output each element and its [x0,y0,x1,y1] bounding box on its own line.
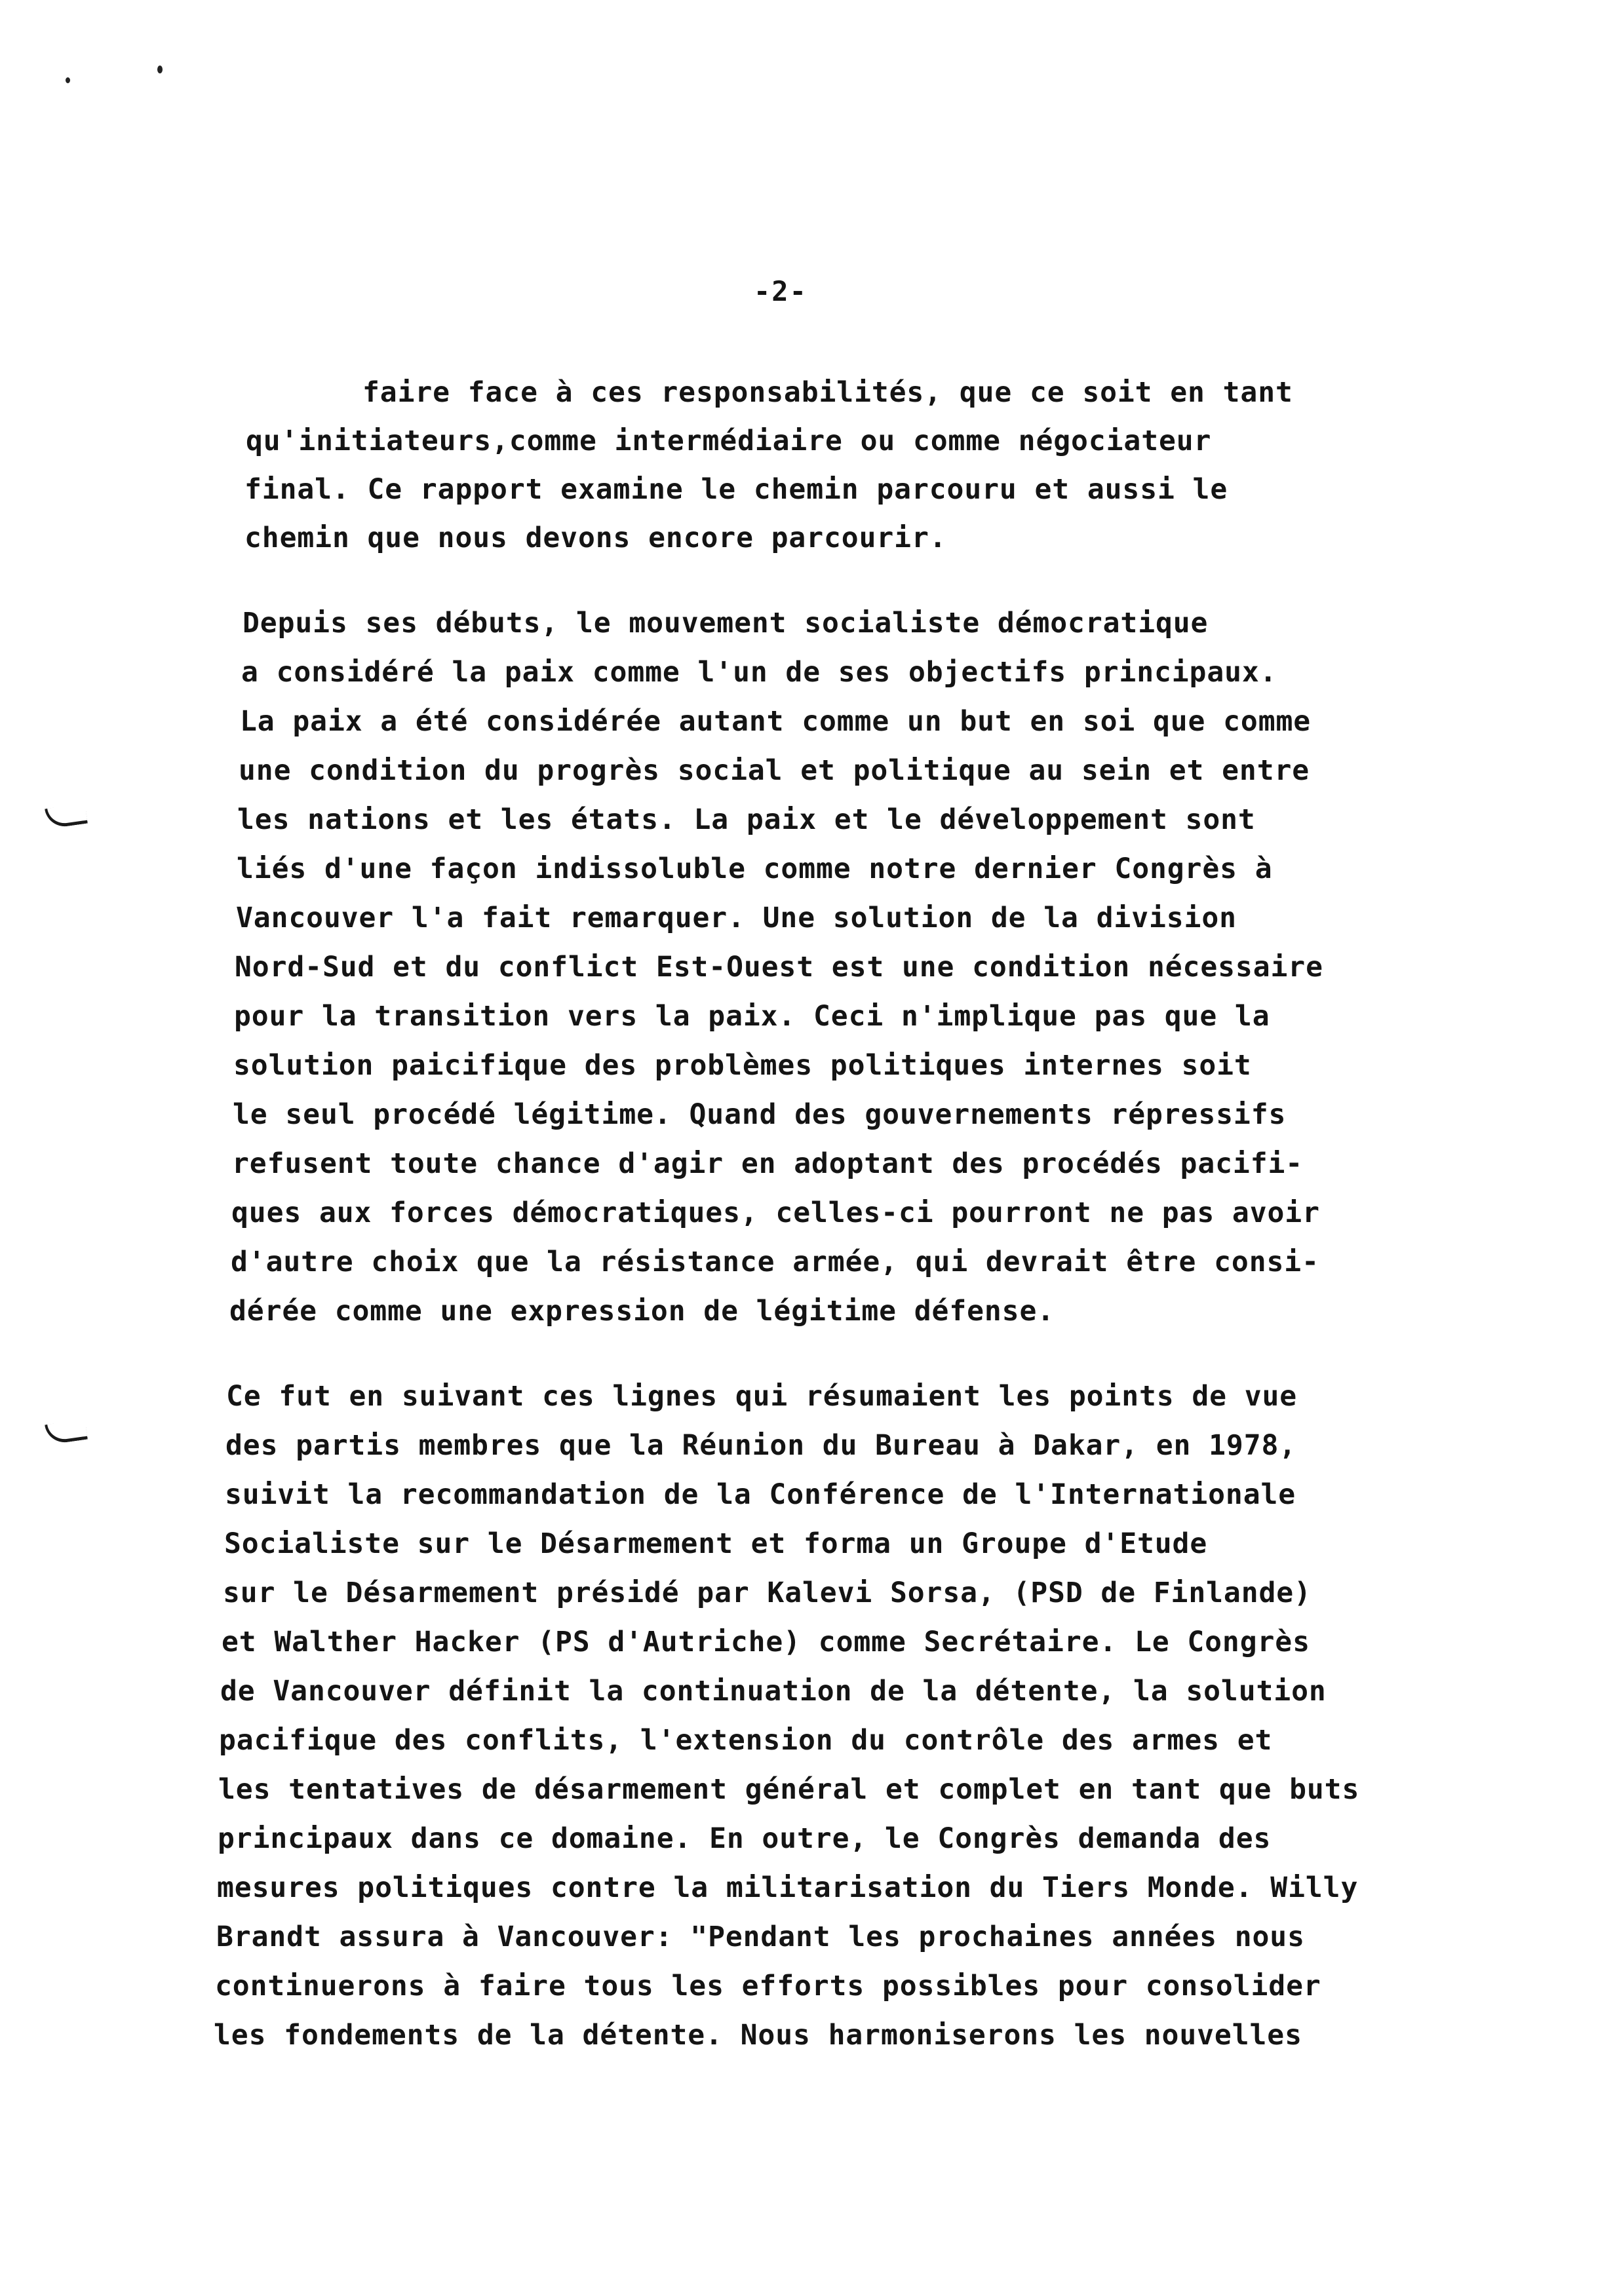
text-line: des partis membres que la Réunion du Bureau à Dakar, en 1978, [225,1429,1297,1462]
text-line: les fondements de la détente. Nous harmoniserons les nouvelles [214,2019,1302,2052]
text-line: les tentatives de désarmement général et complet en tant que buts [218,1773,1360,1806]
text-line: chemin que nous devons encore parcourir. [244,522,947,554]
text-line: pacifique des conflits, l'extension du contrôle des armes et [219,1724,1273,1757]
page-number: -2- [754,275,808,307]
text-line: dérée comme une expression de légitime défense. [229,1295,1055,1328]
text-line: final. Ce rapport examine le chemin parcouru et aussi le [244,473,1228,506]
text-line: pour la transition vers la paix. Ceci n'implique pas que la [234,1000,1270,1033]
text-line: de Vancouver définit la continuation de la détente, la solution [220,1675,1327,1708]
text-line: Brandt assura à Vancouver: "Pendant les prochaines années nous [216,1921,1305,1953]
scan-speck [157,66,163,73]
margin-pencil-mark [45,1419,88,1445]
text-line: Depuis ses débuts, le mouvement socialiste démocratique [243,607,1209,640]
text-line: a considéré la paix comme l'un de ses objectifs principaux. [241,656,1277,689]
text-line: suivit la recommandation de la Conférence de l'Internationale [225,1478,1296,1511]
text-line: sur le Désarmement présidé par Kalevi Sorsa, (PSD de Finlande) [223,1577,1312,1609]
text-line: qu'initiateurs,comme intermédiaire ou comme négociateur [246,425,1212,457]
text-line: le seul procédé légitime. Quand des gouvernements répressifs [233,1098,1287,1131]
text-line: Socialiste sur le Désarmement et forma un Groupe d'Etude [224,1527,1208,1560]
text-line: continuerons à faire tous les efforts possibles pour consolider [215,1970,1321,2002]
text-line: La paix a été considérée autant comme un but en soi que comme [240,705,1312,738]
text-line: solution paicifique des problèmes politiques internes soit [233,1049,1252,1082]
text-line: mesures politiques contre la militarisation du Tiers Monde. Willy [217,1871,1359,1904]
scan-speck [66,77,70,83]
text-line: Vancouver l'a fait remarquer. Une solution de la division [236,902,1237,934]
text-line: une condition du progrès social et politique au sein et entre [239,754,1310,787]
text-line: faire face à ces responsabilités, que ce soit en tant [362,376,1293,409]
text-line: Ce fut en suivant ces lignes qui résumaient les points de vue [226,1380,1298,1413]
text-line: ques aux forces démocratiques, celles-ci pourront ne pas avoir [231,1196,1320,1229]
text-line: les nations et les états. La paix et le développement sont [237,803,1256,836]
text-line: d'autre choix que la résistance armée, qui devrait être consi- [231,1246,1319,1278]
text-line: principaux dans ce domaine. En outre, le Congrès demanda des [218,1822,1272,1855]
text-line: refusent toute chance d'agir en adoptant des procédés pacifi- [232,1147,1304,1180]
text-line: liés d'une façon indissoluble comme notre dernier Congrès à [237,852,1273,885]
margin-pencil-mark [45,803,88,829]
text-line: et Walther Hacker (PS d'Autriche) comme Secrétaire. Le Congrès [222,1626,1310,1658]
text-line: Nord-Sud et du conflict Est-Ouest est une condition nécessaire [235,951,1323,984]
